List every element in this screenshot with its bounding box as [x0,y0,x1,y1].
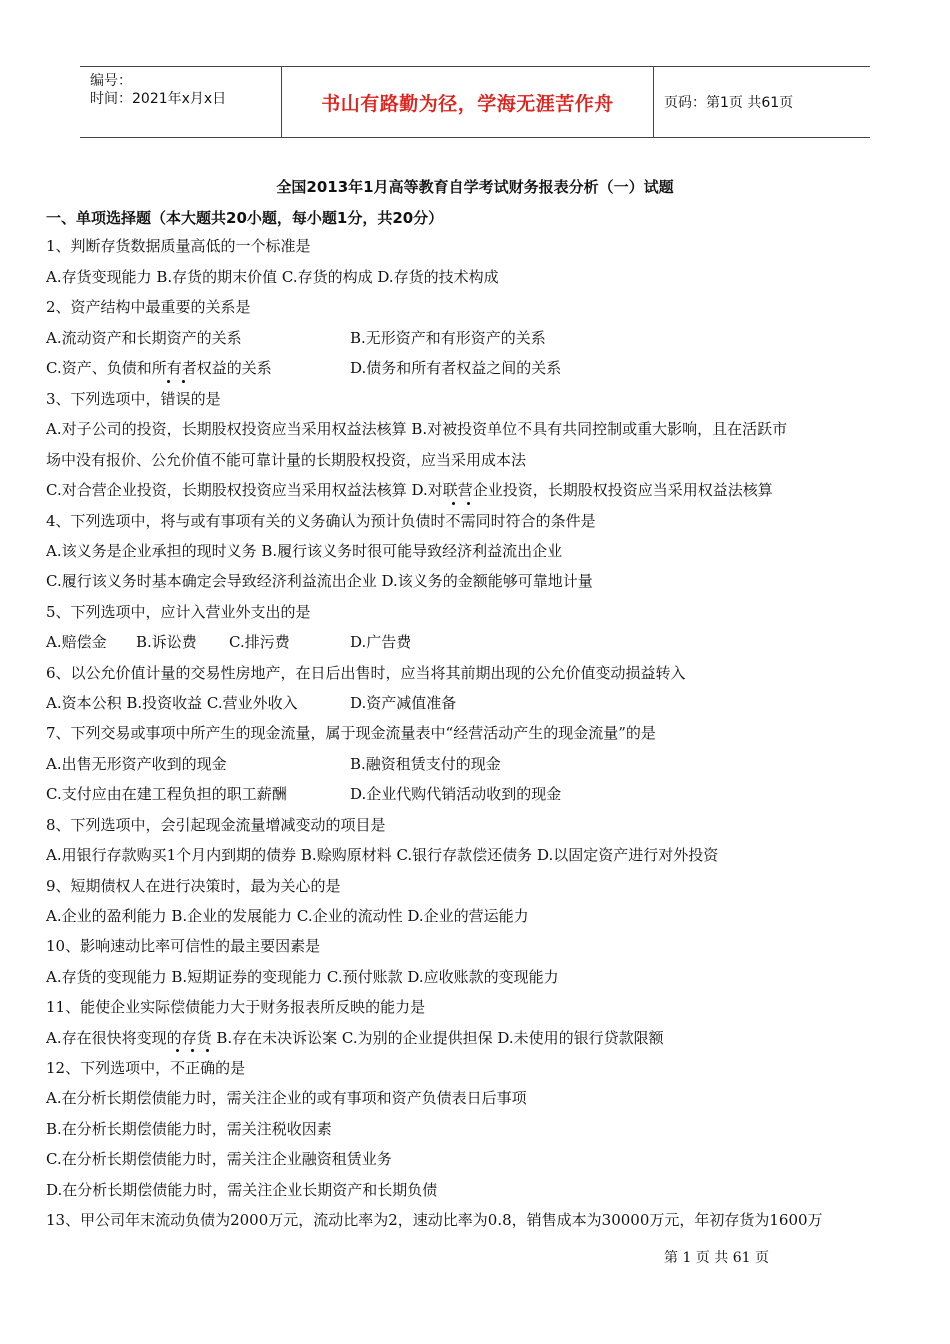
emphasis-dot [467,502,470,505]
q12-emphasis-1: 不 [170,1058,185,1078]
q1-options: A.存货变现能力 B.存货的期末价值 C.存货的构成 D.存货的技术构成 [46,268,499,286]
emphasis-dot [191,1049,194,1052]
header-left-cell [80,67,282,137]
q7-option-d: D.企业代购代销活动收到的现金 [350,785,562,803]
q12-stem [46,1058,245,1078]
q4-options-line-2: C.履行该义务时基本确定会导致经济利益流出企业 D.该义务的金额能够可靠地计量 [46,572,593,590]
document-title: 全国2013年1月高等教育自学考试财务报表分析（一）试题 [276,178,674,196]
q12-option-a: A.在分析长期偿债能力时，需关注企业的或有事项和资产负债表日后事项 [46,1089,527,1107]
q2-option-b: B.无形资产和有形资产的关系 [350,329,546,347]
q4-stem-post: 同时符合的条件是 [475,512,596,530]
q12-option-d: D.在分析长期偿债能力时，需关注企业长期资产和长期负债 [46,1181,438,1199]
q3-stem-post: 的是 [190,390,221,408]
q6-options: A.资本公积 B.投资收益 C.营业外收入 [46,694,298,712]
q7-stem: 7、下列交易或事项中所产生的现金流量，属于现金流量表中“经营活动产生的现金流量”的是 [46,724,656,742]
number-label: 编号： [90,73,132,89]
q12-emphasis-2: 正 [185,1058,200,1078]
q10-stem: 10、影响速动比率可信性的最主要因素是 [46,937,321,955]
emphasis-dot [176,1049,179,1052]
q12-stem-post: 的是 [215,1059,246,1077]
q12-option-b: B.在分析长期偿债能力时，需关注税收因素 [46,1120,332,1138]
time-label: 时间：2021年x月x日 [90,91,227,107]
q12-stem-pre: 12、下列选项中， [46,1059,171,1077]
q2-option-a: A.流动资产和长期资产的关系 [46,329,242,347]
q12-option-c: C.在分析长期偿债能力时，需关注企业融资租赁业务 [46,1150,392,1168]
emphasis-dot [182,380,185,383]
q2-stem: 2、资产结构中最重要的关系是 [46,298,251,316]
q8-options: A.用银行存款购买1个月内到期的债券 B.赊购原材料 C.银行存款偿还债务 D.以固定资产进行对外投资 [46,846,719,864]
q7-option-c: C.支付应由在建工程负担的职工薪酬 [46,785,287,803]
q5-option-d: D.广告费 [350,633,412,651]
q3-emphasis-2: 误 [176,389,191,409]
q3-stem [46,389,221,409]
page-info: 页码：第1页 共61页 [664,95,794,111]
emphasis-dot [206,1049,209,1052]
q3-options-line-3: C.对合营企业投资，长期股权投资应当采用权益法核算 D.对联营企业投资，长期股权投资应当采用权益法核算 [46,481,773,499]
q5-option-a: A.赔偿金 [46,633,107,651]
q1-stem: 1、判断存货数据质量高低的一个标准是 [46,237,311,255]
page-footer: 第 1 页 共 61 页 [664,1250,769,1266]
q9-stem: 9、短期债权人在进行决策时，最为关心的是 [46,877,341,895]
q6-stem: 6、以公允价值计量的交易性房地产，在日后出售时，应当将其前期出现的公允价值变动损益转入 [46,664,686,682]
q3-options-line-1: A.对子公司的投资，长期股权投资应当采用权益法核算 B.对被投资单位不具有共同控制或重大影响，且在活跃市 [46,420,788,438]
q11-stem: 11、能使企业实际偿债能力大于财务报表所反映的能力是 [46,998,426,1016]
q3-options-line-2: 场中没有报价、公允价值不能可靠计量的长期股权投资，应当采用成本法 [46,451,527,469]
q3-emphasis-1: 错 [161,389,176,409]
q5-option-b: B.诉讼费 [136,633,197,651]
emphasis-dot [452,502,455,505]
header-motto-cell [282,67,654,137]
section-heading: 一、单项选择题（本大题共20小题，每小题1分，共20分） [46,209,444,227]
emphasis-dot [167,380,170,383]
q5-option-c: C.排污费 [229,633,290,651]
q8-stem: 8、下列选项中，会引起现金流量增减变动的项目是 [46,816,386,834]
q4-stem-pre: 4、下列选项中，将与或有事项有关的义务确认为预计负债时 [46,512,446,530]
q9-options: A.企业的盈利能力 B.企业的发展能力 C.企业的流动性 D.企业的营运能力 [46,907,529,925]
header-page-cell [654,67,870,137]
q11-options: A.存在很快将变现的存货 B.存在未决诉讼案 C.为别的企业提供担保 D.未使用的银行贷款限额 [46,1029,664,1047]
q2-option-d: D.债务和所有者权益之间的关系 [350,359,562,377]
q12-emphasis-3: 确 [200,1058,215,1078]
q6-option-d: D.资产减值准备 [350,694,457,712]
q4-emphasis-1: 不 [446,511,461,531]
q4-stem [46,511,596,531]
q4-emphasis-2: 需 [461,511,476,531]
q7-option-b: B.融资租赁支付的现金 [350,755,501,773]
q7-option-a: A.出售无形资产收到的现金 [46,755,227,773]
q3-stem-pre: 3、下列选项中， [46,390,161,408]
header-table [80,66,870,138]
q2-option-c: C.资产、负债和所有者权益的关系 [46,359,272,377]
q4-options-line-1: A.该义务是企业承担的现时义务 B.履行该义务时很可能导致经济利益流出企业 [46,542,563,560]
q5-stem: 5、下列选项中，应计入营业外支出的是 [46,603,311,621]
q10-options: A.存货的变现能力 B.短期证券的变现能力 C.预付账款 D.应收账款的变现能力 [46,968,559,986]
motto: 书山有路勤为径，学海无涯苦作舟 [321,93,614,115]
q13-stem: 13、甲公司年末流动负债为2000万元，流动比率为2，速动比率为0.8，销售成本为30000万元，年初存货为1600万 [46,1211,823,1229]
